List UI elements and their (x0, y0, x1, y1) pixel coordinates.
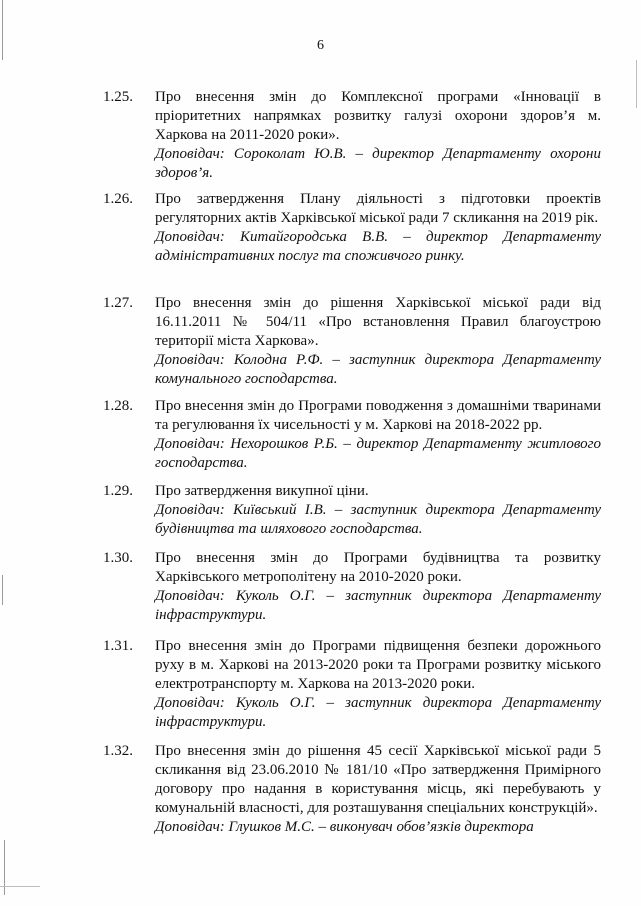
item-title: Про внесення змін до Програми підвищення безпеки дорожнього руху в м. Харкові на 2013-2020 роки та Програми розвитку міського електротранспорту м. Харкова на 2013-2020 роки. (155, 638, 601, 692)
scan-edge-mark (636, 60, 637, 108)
item-speaker: Доповідач: Китайгородська В.В. – директор Департаменту адміністративних послуг та споживчого ринку. (155, 229, 601, 264)
item-body (155, 549, 601, 625)
item-title: Про внесення змін до рішення 45 сесії Харківської міської ради 5 скликання від 23.06.2010 № 181/10 «Про затвердження Примірного договору про надання в користування місць, які перебувають у комунальній власності, для розташування спеціальних конструкцій». (155, 743, 601, 816)
item-title: Про внесення змін до рішення Харківської міської ради від 16.11.2011 № 504/11 «Про встановлення Правил благоустрою території міста Харкова». (155, 295, 601, 349)
item-number: 1.31. (103, 638, 133, 654)
scan-edge-mark (2, 575, 3, 605)
item-title: Про затвердження викупної ціни. (155, 483, 369, 499)
item-title: Про внесення змін до Комплексної програми «Інновації в пріоритетних напрямках розвитку галузі охорони здоров’я м. Харкова на 2011-2020 роки». (155, 89, 601, 143)
item-title: Про внесення змін до Програми будівництва та розвитку Харківського метрополітену на 2010-2020 роки. (155, 550, 601, 585)
item-speaker: Доповідач: Сороколат Ю.В. – директор Департаменту охорони здоров’я. (155, 146, 601, 181)
item-number: 1.28. (103, 398, 133, 414)
scan-edge-mark (0, 886, 40, 887)
item-body (155, 397, 601, 473)
item-number: 1.26. (103, 191, 133, 207)
item-speaker: Доповідач: Нехорошков Р.Б. – директор Департаменту житлового господарства. (155, 436, 601, 471)
item-body (155, 637, 601, 732)
item-number: 1.29. (103, 483, 133, 499)
item-speaker: Доповідач: Глушков М.С. – виконувач обов’язків директора (155, 819, 534, 835)
item-speaker: Доповідач: Куколь О.Г. – заступник директора Департаменту інфраструктури. (155, 588, 601, 623)
item-speaker: Доповідач: Київський І.В. – заступник директора Департаменту будівництва та шляхового господарства. (155, 502, 601, 537)
item-body (155, 742, 601, 837)
item-title: Про затвердження Плану діяльності з підготовки проектів регуляторних актів Харківської міської ради 7 скликання на 2019 рік. (155, 191, 601, 226)
item-number: 1.30. (103, 550, 133, 566)
item-title: Про внесення змін до Програми поводження з домашніми тваринами та регулювання їх чисельності у м. Харкові на 2018-2022 рр. (155, 398, 601, 433)
item-body (155, 482, 601, 539)
item-number: 1.27. (103, 295, 133, 311)
item-number: 1.32. (103, 743, 133, 759)
item-speaker: Доповідач: Куколь О.Г. – заступник директора Департаменту інфраструктури. (155, 695, 601, 730)
page-number: 6 (317, 38, 324, 53)
item-body (155, 294, 601, 389)
item-body (155, 88, 601, 183)
item-number: 1.25. (103, 89, 133, 105)
item-speaker: Доповідач: Колодна Р.Ф. – заступник директора Департаменту комунального господарства. (155, 352, 601, 387)
item-body (155, 190, 601, 266)
